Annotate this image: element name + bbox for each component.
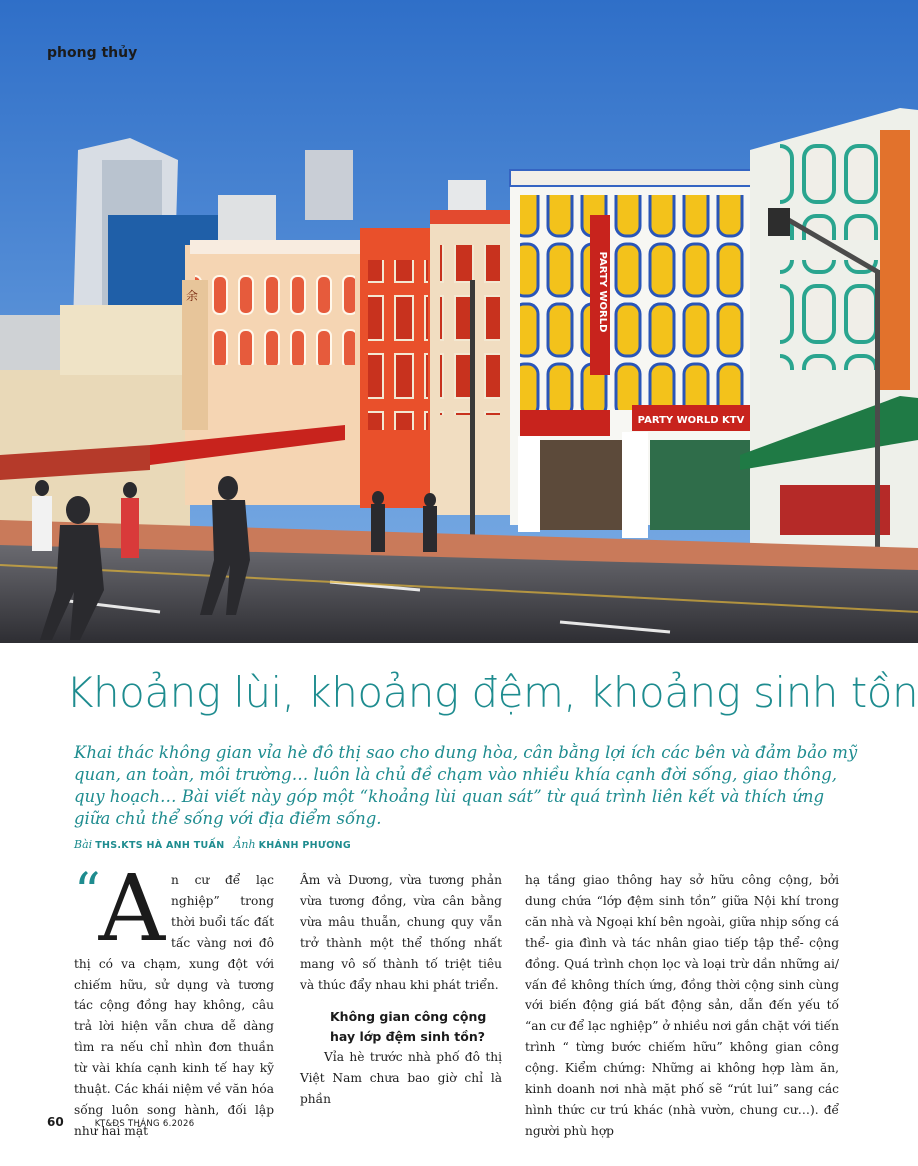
- body-paragraph: Vỉa hè trước nhà phố đô thị Việt Nam chưa bao giờ chỉ là phần: [300, 1050, 502, 1107]
- byline-photo-label: Ảnh: [233, 838, 256, 851]
- party-world-vertical-sign: PARTY WORLD: [597, 251, 608, 333]
- section-tag: phong thủy: [47, 45, 138, 61]
- article-title: Khoảng lùi, khoảng đệm, khoảng sinh tồn: [66, 668, 918, 717]
- subheading: Không gian công cộng hay lớp đệm sinh tồn?: [330, 1009, 487, 1045]
- magazine-issue: KT&ĐS THÁNG 6.2026: [94, 1119, 195, 1129]
- byline-photographer: KHÁNH PHƯƠNG: [258, 840, 352, 851]
- byline: [74, 838, 357, 851]
- drop-cap: A: [98, 855, 166, 962]
- opening-quote-mark: “: [74, 863, 101, 923]
- body-column-3: [525, 870, 839, 1142]
- body-paragraph: hạ tầng giao thông hay sở hữu công cộng, bởi dung chứa “lớp đệm sinh tồn” giữa Nội khí trong căn nhà và Ngoại khí bên ngoài, giữa nhịp sống cá thể- gia đình và tác nhân giao tiếp tập thể- cộng đồng. Quá trình chọn lọc và loại trừ dần những ai/ vấn đề không thích ứng, đồng thời cộng sinh cùng với biến động giá bất động sản, dẫn đến yếu tố “an cư để lạc nghiệp” ở nhiều nơi gắn chặt với tiến trình “ từng bước chiếm hữu” không gian công cộng. Kiểm chứng: Những ai không hợp làm ăn, kinh doanh nơi nhà mặt phố sẽ “rút lui” sang các hình thức cư trú khác (nhà vườn, chung cư…). để người phù hợp: [525, 873, 839, 1138]
- page-number: 60: [47, 1115, 64, 1129]
- page-footer: [47, 1111, 194, 1130]
- body-paragraph: n cư để lạc nghiệp” trong thời buổi tấc đất tấc vàng nơi đô thị có va chạm, xung đột với chiếm hữu, sử dụng và tương tác cộng đồng hay không, câu trả lời hiện vẫn chưa dễ dàng tìm ra nếu chỉ nhìn đơn thuần từ vài khía cạnh kinh tế hay kỹ thuật. Các khái niệm về văn hóa sống luôn song hành, đối lập như hai mặt: [74, 873, 274, 1138]
- body-column-2: [300, 870, 502, 1110]
- svg-text:余: 余: [186, 289, 199, 303]
- body-paragraph: Âm và Dương, vừa tương phản vừa tương đồng, vừa cân bằng vừa mâu thuẫn, chung quy vẫn trở thành một thể thống nhất mang vô số thành tố triệt tiêu và thúc đẩy nhau khi phát triển.: [300, 873, 502, 992]
- article-lead: Khai thác không gian vỉa hè đô thị sao cho dung hòa, cân bằng lợi ích các bên và đảm bảo mỹ quan, an toàn, môi trường… luôn là chủ đề chạm vào nhiều khía cạnh đời sống, giao thông, quy hoạch… Bài viết này góp một “khoảng lùi quan sát” từ quá trình liên kết và thích ứng giữa chủ thể sống với địa điểm sống.: [74, 743, 858, 828]
- byline-author: THS.KTS HÀ ANH TUẤN: [95, 840, 225, 851]
- green-shophouse: [740, 108, 918, 550]
- party-world-ktv-sign: PARTY WORLD KTV: [637, 415, 745, 426]
- body-column-1: [74, 855, 274, 1142]
- byline-by-label: Bài: [74, 838, 93, 851]
- yellow-shophouse: [510, 170, 755, 538]
